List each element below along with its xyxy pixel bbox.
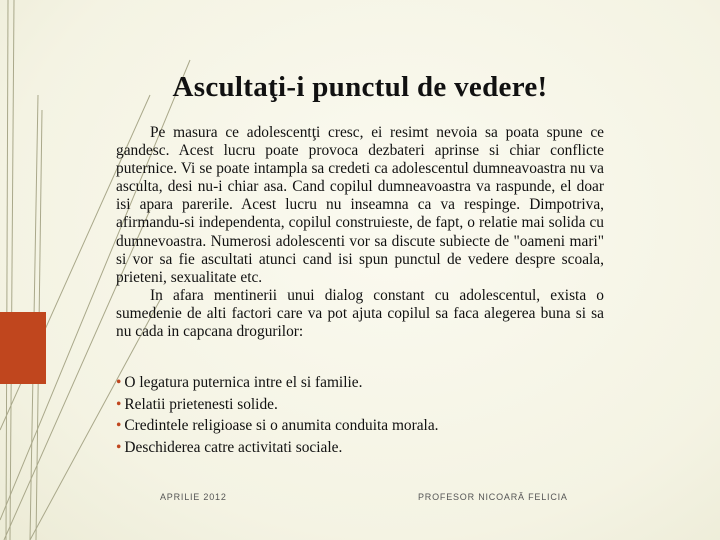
list-item xyxy=(116,415,636,437)
paragraph-1: Pe masura ce adolescentţi cresc, ei resimt nevoia sa poata spune ce gandesc. Acest lucru poate provoca dezbateri aprinse si chiar conflicte puternice. Vi se poate intampla sa credeti ca adolescentul dumneavoastra nu va asculta, desi nu-i chiar asa. Cand copilul dumneavoastra va raspunde, el doar isi apara parerile. Acest lucru nu inseamna ca va respinge. Dimpotriva, afirmandu-si independenta, copilul construieste, de fapt, o relatie mai solida cu dumnevoastra. Numerosi adolescenti vor sa discute subiecte de "oameni mari" si vor sa fie ascultati atunci cand isi spun punctul de vedere despre scoala, prieteni, sexualitate etc. xyxy=(116,124,604,286)
body-text xyxy=(116,124,604,341)
bullet-text: O legatura puternica intre el si familie. xyxy=(124,374,363,391)
bullet-list xyxy=(116,372,636,458)
list-item xyxy=(116,437,636,459)
paragraph-2: In afara mentinerii unui dialog constant cu adolescentul, exista o sumedenie de alti factori care va pot ajuta copilul sa faca alegerea buna si sa nu cada in capcana drogurilor: xyxy=(116,286,604,341)
bullet-icon: • xyxy=(116,417,122,434)
bullet-text: Relatii prietenesti solide. xyxy=(124,395,278,413)
list-item xyxy=(116,394,636,416)
bullet-icon: • xyxy=(116,374,122,391)
footer-date: APRILIE 2012 xyxy=(160,492,227,502)
bullet-icon: • xyxy=(116,395,122,413)
slide-title: Ascultaţi-i punctul de vedere! xyxy=(172,71,548,104)
bullet-text: Credintele religioase si o anumita conduita morala. xyxy=(124,417,439,434)
footer-author: PROFESOR NICOARĂ FELICIA xyxy=(418,492,568,502)
bullet-icon: • xyxy=(116,438,122,456)
list-item xyxy=(116,372,636,394)
accent-bar xyxy=(0,312,46,384)
bullet-text: Deschiderea catre activitati sociale. xyxy=(124,438,343,456)
